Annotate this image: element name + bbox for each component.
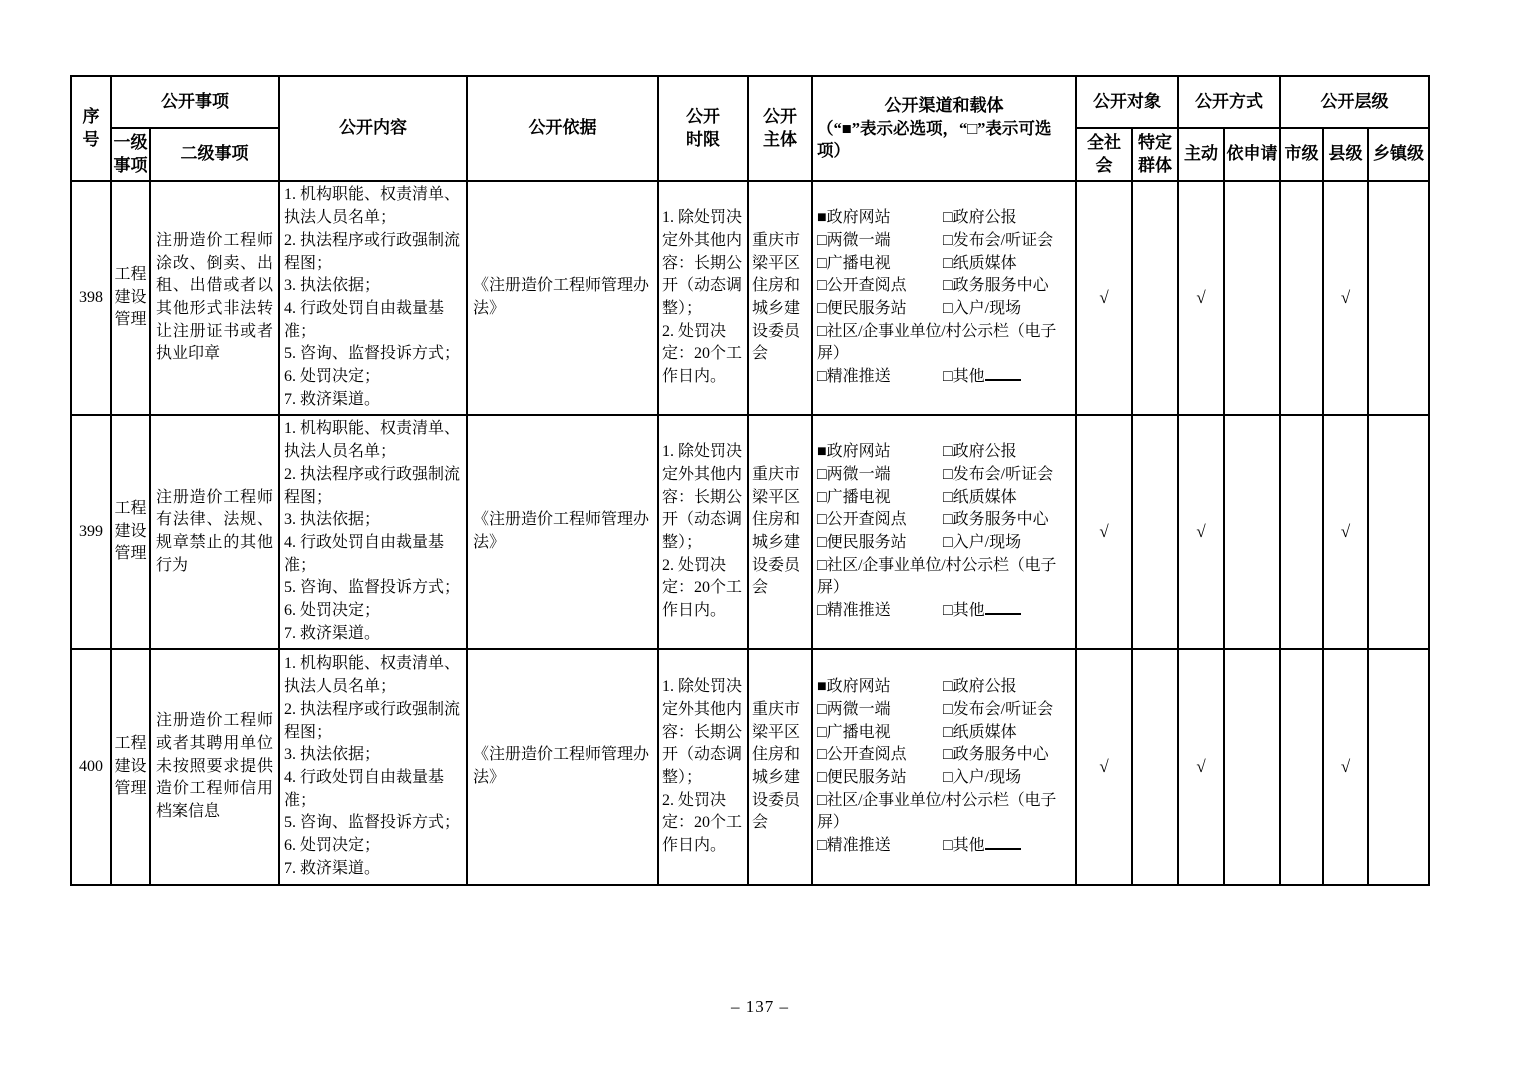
content-item: 4. 行政处罚自由裁量基准； xyxy=(284,300,445,340)
channel-option: □精准推送 xyxy=(817,837,891,855)
check-cell-level-county: √ xyxy=(1323,649,1368,885)
header-audience-all xyxy=(1076,128,1132,181)
header-level2: 二级事项 xyxy=(150,128,279,181)
content-item: 2. 执法程序或行政强制流程图； xyxy=(284,700,461,741)
channel-option: □两微一端 xyxy=(817,231,891,249)
basis-cell: 《注册造价工程师管理办法》 xyxy=(467,415,658,649)
basis-cell: 《注册造价工程师管理办法》 xyxy=(467,649,658,885)
time-limit-cell xyxy=(658,181,748,415)
level2-cell: 注册造价工程师涂改、倒卖、出租、出借或者以其他形式非法转让注册证书或者执业印章 xyxy=(150,181,279,415)
table-row xyxy=(71,415,1429,649)
channel-option-other-label: □其他 xyxy=(943,368,985,386)
header-time-limit xyxy=(658,76,748,181)
channel-option: □政府公报 xyxy=(943,443,1017,461)
check-cell-level-county: √ xyxy=(1323,415,1368,649)
channel-option: □政府公报 xyxy=(943,678,1017,696)
header-time-limit-label: 公开时限 xyxy=(686,106,720,149)
time-limit-item: 2. 处罚决定：20个工作日内。 xyxy=(662,322,743,386)
header-items-group: 公开事项 xyxy=(111,76,279,128)
channel-option: □广播电视 xyxy=(817,254,891,272)
channel-option: □纸质媒体 xyxy=(943,254,1017,272)
channel-option: □便民服务站 xyxy=(817,534,907,551)
header-level-group: 公开层级 xyxy=(1280,76,1429,128)
channel-option: □精准推送 xyxy=(817,602,891,620)
content-item: 6. 处罚决定； xyxy=(284,602,381,620)
channel-option: □广播电视 xyxy=(817,488,891,506)
time-limit-item: 1. 除处罚决定外其他内容：长期公开（动态调整）； xyxy=(662,678,743,786)
content-item: 1. 机构职能、权责清单、执法人员名单； xyxy=(284,655,461,696)
page-number: – 137 – xyxy=(731,997,789,1016)
content-item: 3. 执法依据； xyxy=(284,511,381,529)
header-level1-label: 一级事项 xyxy=(113,132,148,175)
channel-option: □便民服务站 xyxy=(817,300,907,317)
channel-option: ■政府网站 xyxy=(817,678,891,696)
channel-option: □精准推送 xyxy=(817,368,891,386)
channel-option: □发布会/听证会 xyxy=(943,231,1054,249)
header-channels-note: （“■”表示必选项，“□”表示可选项） xyxy=(817,118,1052,160)
content-item: 4. 行政处罚自由裁量基准； xyxy=(284,534,445,574)
header-subject-label: 公开主体 xyxy=(763,106,797,149)
content-item: 7. 救济渠道。 xyxy=(284,859,381,877)
check-cell-level-county: √ xyxy=(1323,181,1368,415)
header-method-request: 依申请 xyxy=(1224,128,1280,181)
header-channels xyxy=(812,76,1076,181)
channel-option: □社区/企事业单位/村公示栏（电子屏） xyxy=(817,791,1057,832)
check-cell-audience-specific xyxy=(1132,415,1178,649)
check-cell-level-city xyxy=(1280,181,1323,415)
content-item: 1. 机构职能、权责清单、执法人员名单； xyxy=(284,420,461,461)
header-basis: 公开依据 xyxy=(467,76,658,181)
disclosure-table xyxy=(70,75,1430,886)
channel-option: □政务服务中心 xyxy=(943,511,1049,529)
content-item: 7. 救济渠道。 xyxy=(284,390,381,408)
content-item: 6. 处罚决定； xyxy=(284,837,381,855)
blank-underline xyxy=(985,845,1021,850)
time-limit-cell xyxy=(658,649,748,885)
check-cell-method-active: √ xyxy=(1178,181,1224,415)
header-audience-specific xyxy=(1132,128,1178,181)
check-cell-level-township xyxy=(1368,415,1429,649)
subject-cell: 重庆市梁平区住房和城乡建设委员会 xyxy=(748,181,812,415)
channel-option: □公开查阅点 xyxy=(817,746,907,764)
header-level-township: 乡镇级 xyxy=(1368,128,1429,181)
header-channels-title: 公开渠道和载体 xyxy=(884,95,1004,115)
blank-underline xyxy=(985,376,1021,381)
check-cell-method-request xyxy=(1224,181,1280,415)
seq-cell: 399 xyxy=(71,415,111,649)
header-audience-group: 公开对象 xyxy=(1076,76,1178,128)
blank-underline xyxy=(985,610,1021,615)
check-cell-method-active: √ xyxy=(1178,415,1224,649)
content-item: 6. 处罚决定； xyxy=(284,368,381,386)
content-item: 1. 机构职能、权责清单、执法人员名单； xyxy=(284,186,461,227)
content-cell xyxy=(279,415,467,649)
channel-option: ■政府网站 xyxy=(817,209,891,227)
channel-option: □入户/现场 xyxy=(943,769,1022,786)
channel-option: □政务服务中心 xyxy=(943,277,1049,295)
content-item: 5. 咨询、监督投诉方式； xyxy=(284,345,461,363)
check-cell-level-city xyxy=(1280,415,1323,649)
channels-cell xyxy=(812,415,1076,649)
channel-option: □社区/企事业单位/村公示栏（电子屏） xyxy=(817,322,1057,363)
level1-cell: 工程建设管理 xyxy=(111,181,150,415)
table-row xyxy=(71,649,1429,885)
seq-cell: 400 xyxy=(71,649,111,885)
header-method-group: 公开方式 xyxy=(1178,76,1280,128)
time-limit-item: 1. 除处罚决定外其他内容：长期公开（动态调整）； xyxy=(662,443,743,551)
channel-option: □两微一端 xyxy=(817,700,891,718)
check-cell-method-active: √ xyxy=(1178,649,1224,885)
seq-cell: 398 xyxy=(71,181,111,415)
content-item: 2. 执法程序或行政强制流程图； xyxy=(284,231,461,272)
check-cell-audience-all: √ xyxy=(1076,181,1132,415)
channel-option: □纸质媒体 xyxy=(943,488,1017,506)
content-item: 3. 执法依据； xyxy=(284,746,381,764)
check-cell-level-township xyxy=(1368,649,1429,885)
content-item: 2. 执法程序或行政强制流程图； xyxy=(284,465,461,506)
header-content: 公开内容 xyxy=(279,76,467,181)
header-level-city: 市级 xyxy=(1280,128,1323,181)
header-level1 xyxy=(111,128,150,181)
content-cell xyxy=(279,181,467,415)
header-method-active: 主动 xyxy=(1178,128,1224,181)
subject-cell: 重庆市梁平区住房和城乡建设委员会 xyxy=(748,415,812,649)
channel-option: □公开查阅点 xyxy=(817,277,907,295)
channels-cell xyxy=(812,181,1076,415)
channel-option xyxy=(943,837,1021,854)
channel-option: □两微一端 xyxy=(817,465,891,483)
table-row xyxy=(71,181,1429,415)
channel-option xyxy=(943,602,1021,619)
channel-option: □便民服务站 xyxy=(817,769,907,786)
level2-cell: 注册造价工程师或者其聘用单位未按照要求提供造价工程师信用档案信息 xyxy=(150,649,279,885)
header-audience-specific-label: 特定群体 xyxy=(1138,132,1172,175)
header-seq-label: 序号 xyxy=(82,106,100,149)
time-limit-item: 1. 除处罚决定外其他内容：长期公开（动态调整）； xyxy=(662,209,743,317)
channel-option xyxy=(943,368,1021,385)
check-cell-level-township xyxy=(1368,181,1429,415)
check-cell-level-city xyxy=(1280,649,1323,885)
check-cell-method-request xyxy=(1224,415,1280,649)
channel-option: □入户/现场 xyxy=(943,534,1022,551)
check-cell-audience-specific xyxy=(1132,181,1178,415)
channel-option: □发布会/听证会 xyxy=(943,465,1054,483)
level1-cell: 工程建设管理 xyxy=(111,649,150,885)
channel-option: □社区/企事业单位/村公示栏（电子屏） xyxy=(817,556,1057,597)
level2-cell: 注册造价工程师有法律、法规、规章禁止的其他行为 xyxy=(150,415,279,649)
content-cell xyxy=(279,649,467,885)
header-seq xyxy=(71,76,111,181)
basis-cell: 《注册造价工程师管理办法》 xyxy=(467,181,658,415)
content-item: 7. 救济渠道。 xyxy=(284,624,381,642)
time-limit-item: 2. 处罚决定：20个工作日内。 xyxy=(662,791,743,855)
content-item: 4. 行政处罚自由裁量基准； xyxy=(284,769,445,809)
content-item: 5. 咨询、监督投诉方式； xyxy=(284,579,461,597)
channel-option: □公开查阅点 xyxy=(817,511,907,529)
check-cell-audience-all: √ xyxy=(1076,649,1132,885)
channel-option: □广播电视 xyxy=(817,723,891,741)
channel-option-other-label: □其他 xyxy=(943,837,985,855)
channel-option: ■政府网站 xyxy=(817,443,891,461)
level1-cell: 工程建设管理 xyxy=(111,415,150,649)
channel-option: □纸质媒体 xyxy=(943,723,1017,741)
content-item: 3. 执法依据； xyxy=(284,277,381,295)
check-cell-audience-all: √ xyxy=(1076,415,1132,649)
time-limit-cell xyxy=(658,415,748,649)
channel-option: □政府公报 xyxy=(943,209,1017,227)
header-subject xyxy=(748,76,812,181)
channels-cell xyxy=(812,649,1076,885)
content-item: 5. 咨询、监督投诉方式； xyxy=(284,814,461,832)
channel-option: □政务服务中心 xyxy=(943,746,1049,764)
header-level-county: 县级 xyxy=(1323,128,1368,181)
subject-cell: 重庆市梁平区住房和城乡建设委员会 xyxy=(748,649,812,885)
check-cell-method-request xyxy=(1224,649,1280,885)
channel-option: □入户/现场 xyxy=(943,300,1022,317)
check-cell-audience-specific xyxy=(1132,649,1178,885)
time-limit-item: 2. 处罚决定：20个工作日内。 xyxy=(662,556,743,620)
header-audience-all-label: 全社会 xyxy=(1087,132,1121,175)
channel-option: □发布会/听证会 xyxy=(943,700,1054,718)
channel-option-other-label: □其他 xyxy=(943,602,985,620)
